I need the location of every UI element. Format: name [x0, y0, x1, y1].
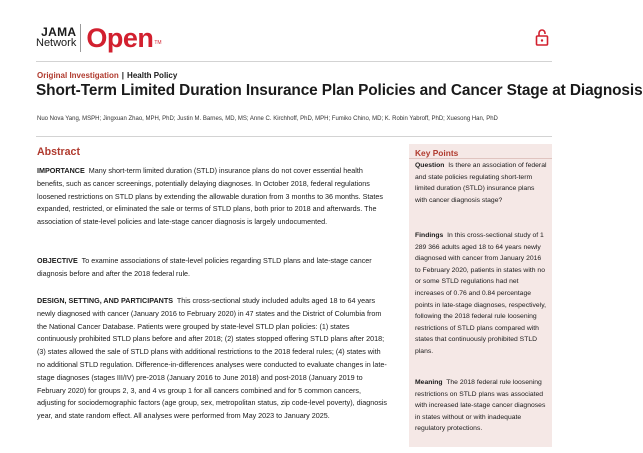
abstract-heading: Abstract — [37, 146, 80, 158]
objective-heading: OBJECTIVE — [37, 256, 78, 265]
question-text: Is there an association of federal and state policies regulating short-term limited duration (STLD) insurance plans with cancer diagnosis stage? — [415, 162, 547, 204]
findings-heading: Findings — [415, 232, 444, 239]
open-access-lock-icon — [535, 27, 549, 47]
logo-divider — [80, 24, 81, 52]
header-divider — [36, 61, 552, 62]
abstract-design — [37, 295, 389, 423]
meaning-text: The 2018 federal rule loosening restrictions on STLD plans was associated with increased late-stage cancer diagnoses in states without or with inadequate regulatory protections. — [415, 379, 546, 433]
key-points-findings — [415, 230, 548, 358]
logo-open: Open — [86, 23, 154, 53]
abstract-importance — [37, 165, 389, 229]
objective-text: To examine associations of state-level policies regarding STLD plans and late-stage cancer diagnosis before and after the 2018 federal rule. — [37, 256, 372, 278]
key-points-heading: Key Points — [415, 148, 459, 158]
design-text: This cross-sectional study included adults aged 18 to 64 years newly diagnosed with cancer (January 2016 to February 2020) in 47 states and the District of Columbia from the National Cancer Database. Patients were grouped by state-level STLD plan policies: (1) states continuously prohibited STLD plans before and after 2018; (2) states stopped offering STLD plans after 2018; (3) states allowed the sale of STLD plans with additional restrictions to the 2018 federal rules; (4) states with no additional STLD regulation. Difference-in-differences analyses were conducted to evaluate changes in late-stage diagnoses (stages III/IV) pre-2018 (January 2016 to June 2018) and post-2018 (January 2019 to February 2020) for groups 2, 3, and 4 vs group 1 for all cancers combined and for 5 common cancers, adjusting for sociodemographic factors (age group, sex, metropolitan status, zip code-level poverty), diagnosis year, and state random effect. All analyses were performed from May 2023 to January 2025. — [37, 296, 387, 421]
design-heading: DESIGN, SETTING, AND PARTICIPANTS — [37, 296, 174, 305]
authors-divider — [36, 136, 552, 137]
article-topic[interactable]: Health Policy — [127, 71, 178, 80]
question-heading: Question — [415, 162, 445, 169]
logo-wordmark-left — [36, 24, 76, 52]
article-type[interactable]: Original Investigation — [37, 71, 119, 80]
logo-network: Network — [36, 37, 77, 49]
importance-text: Many short-term limited duration (STLD) insurance plans do not cover essential health benefits, such as cancer screenings, potentially delaying diagnoses. In October 2018, federal regulations loosened restrictions on STLD plans by extending the allowable duration from 3 months to 36 months. States expanded, restricted, or eliminated the sale or terms of STLD plans, both prior to 2018 and afterwards. The association of state-level policies and late-stage cancer diagnosis is largely undocumented. — [37, 166, 383, 227]
importance-heading: IMPORTANCE — [37, 166, 85, 175]
article-title: Short-Term Limited Duration Insurance Plan Policies and Cancer Stage at Diagnosis — [36, 82, 643, 99]
key-points-divider — [409, 158, 552, 159]
logo-trademark: TM — [154, 40, 162, 46]
key-points-meaning — [415, 377, 548, 435]
logo-jama: JAMA — [41, 25, 77, 39]
findings-text: In this cross-sectional study of 1 289 366 adults aged 18 to 64 years newly diagnosed with cancer from January 2016 to February 2020, patients in states with no or some STLD regulations had net increases of 0.76 and 0.84 percentage points in late-stage diagnoses, respectively, following the 2018 federal rule loosening restrictions of STLD plans compared with states that continuously prohibited STLD plans. — [415, 232, 546, 355]
meaning-heading: Meaning — [415, 379, 443, 386]
key-points-question — [415, 160, 548, 206]
abstract-objective — [37, 255, 389, 281]
article-label — [37, 71, 177, 80]
jama-network-open-logo[interactable] — [36, 24, 162, 52]
author-list: Nuo Nova Yang, MSPH; Jingxuan Zhao, MPH, PhD; Justin M. Barnes, MD, MS; Anne C. Kirchhoff, PhD, MPH; Fumiko Chino, MD; K. Robin Yabroff, PhD; Xuesong Han, PhD — [37, 116, 498, 122]
label-separator: | — [121, 71, 125, 80]
